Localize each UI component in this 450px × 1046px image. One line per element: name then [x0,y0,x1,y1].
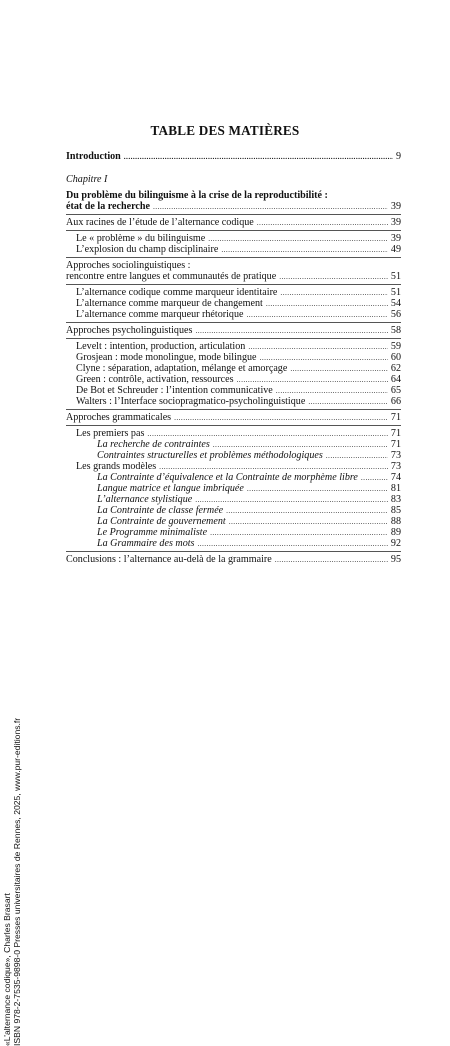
toc-entry-chapter-heading[interactable] [66,201,401,212]
toc-entry-introduction[interactable] [66,151,401,162]
toc-entry-subsubsection[interactable] [66,450,401,461]
toc-entry-label: L’explosion du champ disciplinaire [76,244,219,255]
toc-entry-subsubsection[interactable] [66,516,401,527]
leader-dots [290,363,388,374]
toc-entry-page: 81 [390,483,401,494]
toc-entry-label: rencontre entre langues et communautés de pratique [66,271,277,282]
toc-entry-page: 9 [395,151,401,162]
toc-entry-page: 64 [390,374,401,385]
leader-dots [326,450,388,461]
toc-entry-page: 73 [390,450,401,461]
toc-entry-page: 89 [390,527,401,538]
leader-dots [229,516,388,527]
leader-dots [275,554,388,565]
toc-entry-label: La Contrainte d’équivalence et la Contrainte de morphème libre [97,472,358,483]
toc-entry-subsection[interactable] [66,428,401,439]
leader-dots [221,244,388,255]
toc-entry-page: 59 [390,341,401,352]
toc-entry-subsubsection[interactable] [66,527,401,538]
leader-dots [195,494,388,505]
toc-entry-label: Le Programme minimaliste [97,527,208,538]
toc-entry-page: 58 [390,325,401,336]
toc-entry-page: 66 [390,396,401,407]
toc-entry-label: Les grands modèles [76,461,157,472]
toc-entry-page: 39 [390,233,401,244]
toc-entry-label: L’alternance codique comme marqueur identitaire [76,287,278,298]
toc-entry-page: 88 [390,516,401,527]
leader-dots [361,472,388,483]
toc-entry-page: 49 [390,244,401,255]
toc-entry-label: Approches psycholinguistiques [66,325,193,336]
leader-dots [266,298,388,309]
divider [66,214,401,215]
leader-dots [210,527,388,538]
toc-entry-subsubsection[interactable] [66,494,401,505]
toc-entry-page: 71 [390,428,401,439]
toc-entry-label: La recherche de contraintes [97,439,210,450]
toc-entry-page: 83 [390,494,401,505]
toc-entry-subsection[interactable] [66,287,401,298]
divider [66,257,401,258]
toc-entry-page: 62 [390,363,401,374]
page-title: TABLE DES MATIÈRES [150,123,300,138]
toc-entry-page: 65 [390,385,401,396]
toc-entry-label: Le « problème » du bilinguisme [76,233,206,244]
toc-entry-subsection[interactable] [66,396,401,407]
leader-dots [208,233,388,244]
toc-entry-label: L’alternance comme marqueur de changement [76,298,263,309]
leader-dots [260,352,388,363]
toc-entry-page: 71 [390,412,401,423]
leader-dots [174,412,388,423]
toc-entry-label: état de la recherche [66,201,150,212]
toc-entry-section[interactable] [66,217,401,228]
chapter-heading-line1: Du problème du bilinguisme à la crise de la reproductibilité : [66,190,328,201]
leader-dots [124,151,393,162]
toc-entry-page: 51 [390,287,401,298]
toc-entry-label: L’alternance stylistique [97,494,193,505]
leader-dots [197,538,387,549]
toc-entry-page: 92 [390,538,401,549]
leader-dots [257,217,388,228]
toc-entry-section[interactable] [66,271,401,282]
toc-entry-label: Les premiers pas [76,428,145,439]
leader-dots [308,396,388,407]
toc-entry-label: L’alternance comme marqueur rhétorique [76,309,244,320]
leader-dots [195,325,387,336]
toc-entry-label: Grosjean : mode monolingue, mode bilingue [76,352,257,363]
toc-entry-subsection[interactable] [66,461,401,472]
leader-dots [159,461,388,472]
toc-entry-conclusion[interactable] [66,554,401,565]
toc-entry-label: Green : contrôle, activation, ressources [76,374,234,385]
side-note [2,106,72,1046]
toc-entry-label: De Bot et Schreuder : l’intention communicative [76,385,273,396]
toc-entry-subsection[interactable] [66,374,401,385]
toc-entry-page: 54 [390,298,401,309]
divider [66,551,401,552]
toc-entry-page: 74 [390,472,401,483]
toc-entry-subsection[interactable] [66,363,401,374]
toc-entry-page: 56 [390,309,401,320]
leader-dots [279,271,388,282]
divider [66,322,401,323]
leader-dots [247,309,388,320]
side-note-text [2,566,22,1046]
toc-entry-label: Langue matrice et langue imbriquée [97,483,244,494]
leader-dots [280,287,387,298]
toc-entry-label: La Contrainte de gouvernement [97,516,226,527]
side-note-line1: «L’alternance codique», Charles Brasart [2,893,12,1046]
toc-entry-label: Walters : l’Interface sociopragmatico-psycholinguistique [76,396,306,407]
toc-entry-subsection[interactable] [66,298,401,309]
toc-entry-subsubsection[interactable] [66,472,401,483]
toc-entry-label: Levelt : intention, production, articulation [76,341,246,352]
leader-dots [248,341,388,352]
toc-entry-subsubsection[interactable] [66,439,401,450]
toc-entry-label: Clyne : séparation, adaptation, mélange et amorçage [76,363,288,374]
toc-entry-page: 39 [390,217,401,228]
toc-entry-label: Contraintes structurelles et problèmes méthodologiques [97,450,323,461]
leader-dots [247,483,388,494]
leader-dots [147,428,388,439]
toc-entry-subsubsection[interactable] [66,505,401,516]
side-note-line2: ISBN 978-2-7535-9898-0 Presses universitaires de Rennes, 2025, www.pur-editions.fr [12,717,22,1046]
toc-entry-page: 39 [390,201,401,212]
toc-entry-subsubsection[interactable] [66,483,401,494]
toc-entry-subsection[interactable] [66,309,401,320]
sections-container [66,217,401,552]
toc-entry-section[interactable] [66,412,401,423]
toc-entry-page: 71 [390,439,401,450]
divider [66,338,401,339]
leader-dots [213,439,388,450]
toc-entry-page: 73 [390,461,401,472]
toc-entry-subsection[interactable] [66,352,401,363]
toc-entry-label: Aux racines de l’étude de l’alternance codique [66,217,254,228]
divider [66,284,401,285]
toc-entry-label: Approches grammaticales [66,412,172,423]
toc-entry-subsubsection[interactable] [66,538,401,549]
toc-entry-page: 60 [390,352,401,363]
toc-entry-label: Conclusions : l’alternance au-delà de la grammaire [66,554,272,565]
leader-dots [276,385,388,396]
section-heading-line1: Approches sociolinguistiques : [66,260,191,271]
divider [66,230,401,231]
toc-entry-subsection[interactable] [66,341,401,352]
toc-entry-subsection[interactable] [66,244,401,255]
table-of-contents [66,151,401,565]
leader-dots [237,374,388,385]
toc-entry-page: 85 [390,505,401,516]
divider [66,425,401,426]
toc-entry-label: Introduction [66,151,121,162]
toc-entry-label: La Grammaire des mots [97,538,195,549]
toc-entry-page: 51 [390,271,401,282]
divider [66,409,401,410]
leader-dots [226,505,388,516]
toc-entry-subsection[interactable] [66,385,401,396]
toc-entry-label: La Contrainte de classe fermée [97,505,224,516]
leader-dots [153,201,388,212]
toc-entry-section[interactable] [66,325,401,336]
toc-entry-page: 95 [390,554,401,565]
chapter-label: Chapitre I [66,174,108,185]
toc-entry-subsection[interactable] [66,233,401,244]
